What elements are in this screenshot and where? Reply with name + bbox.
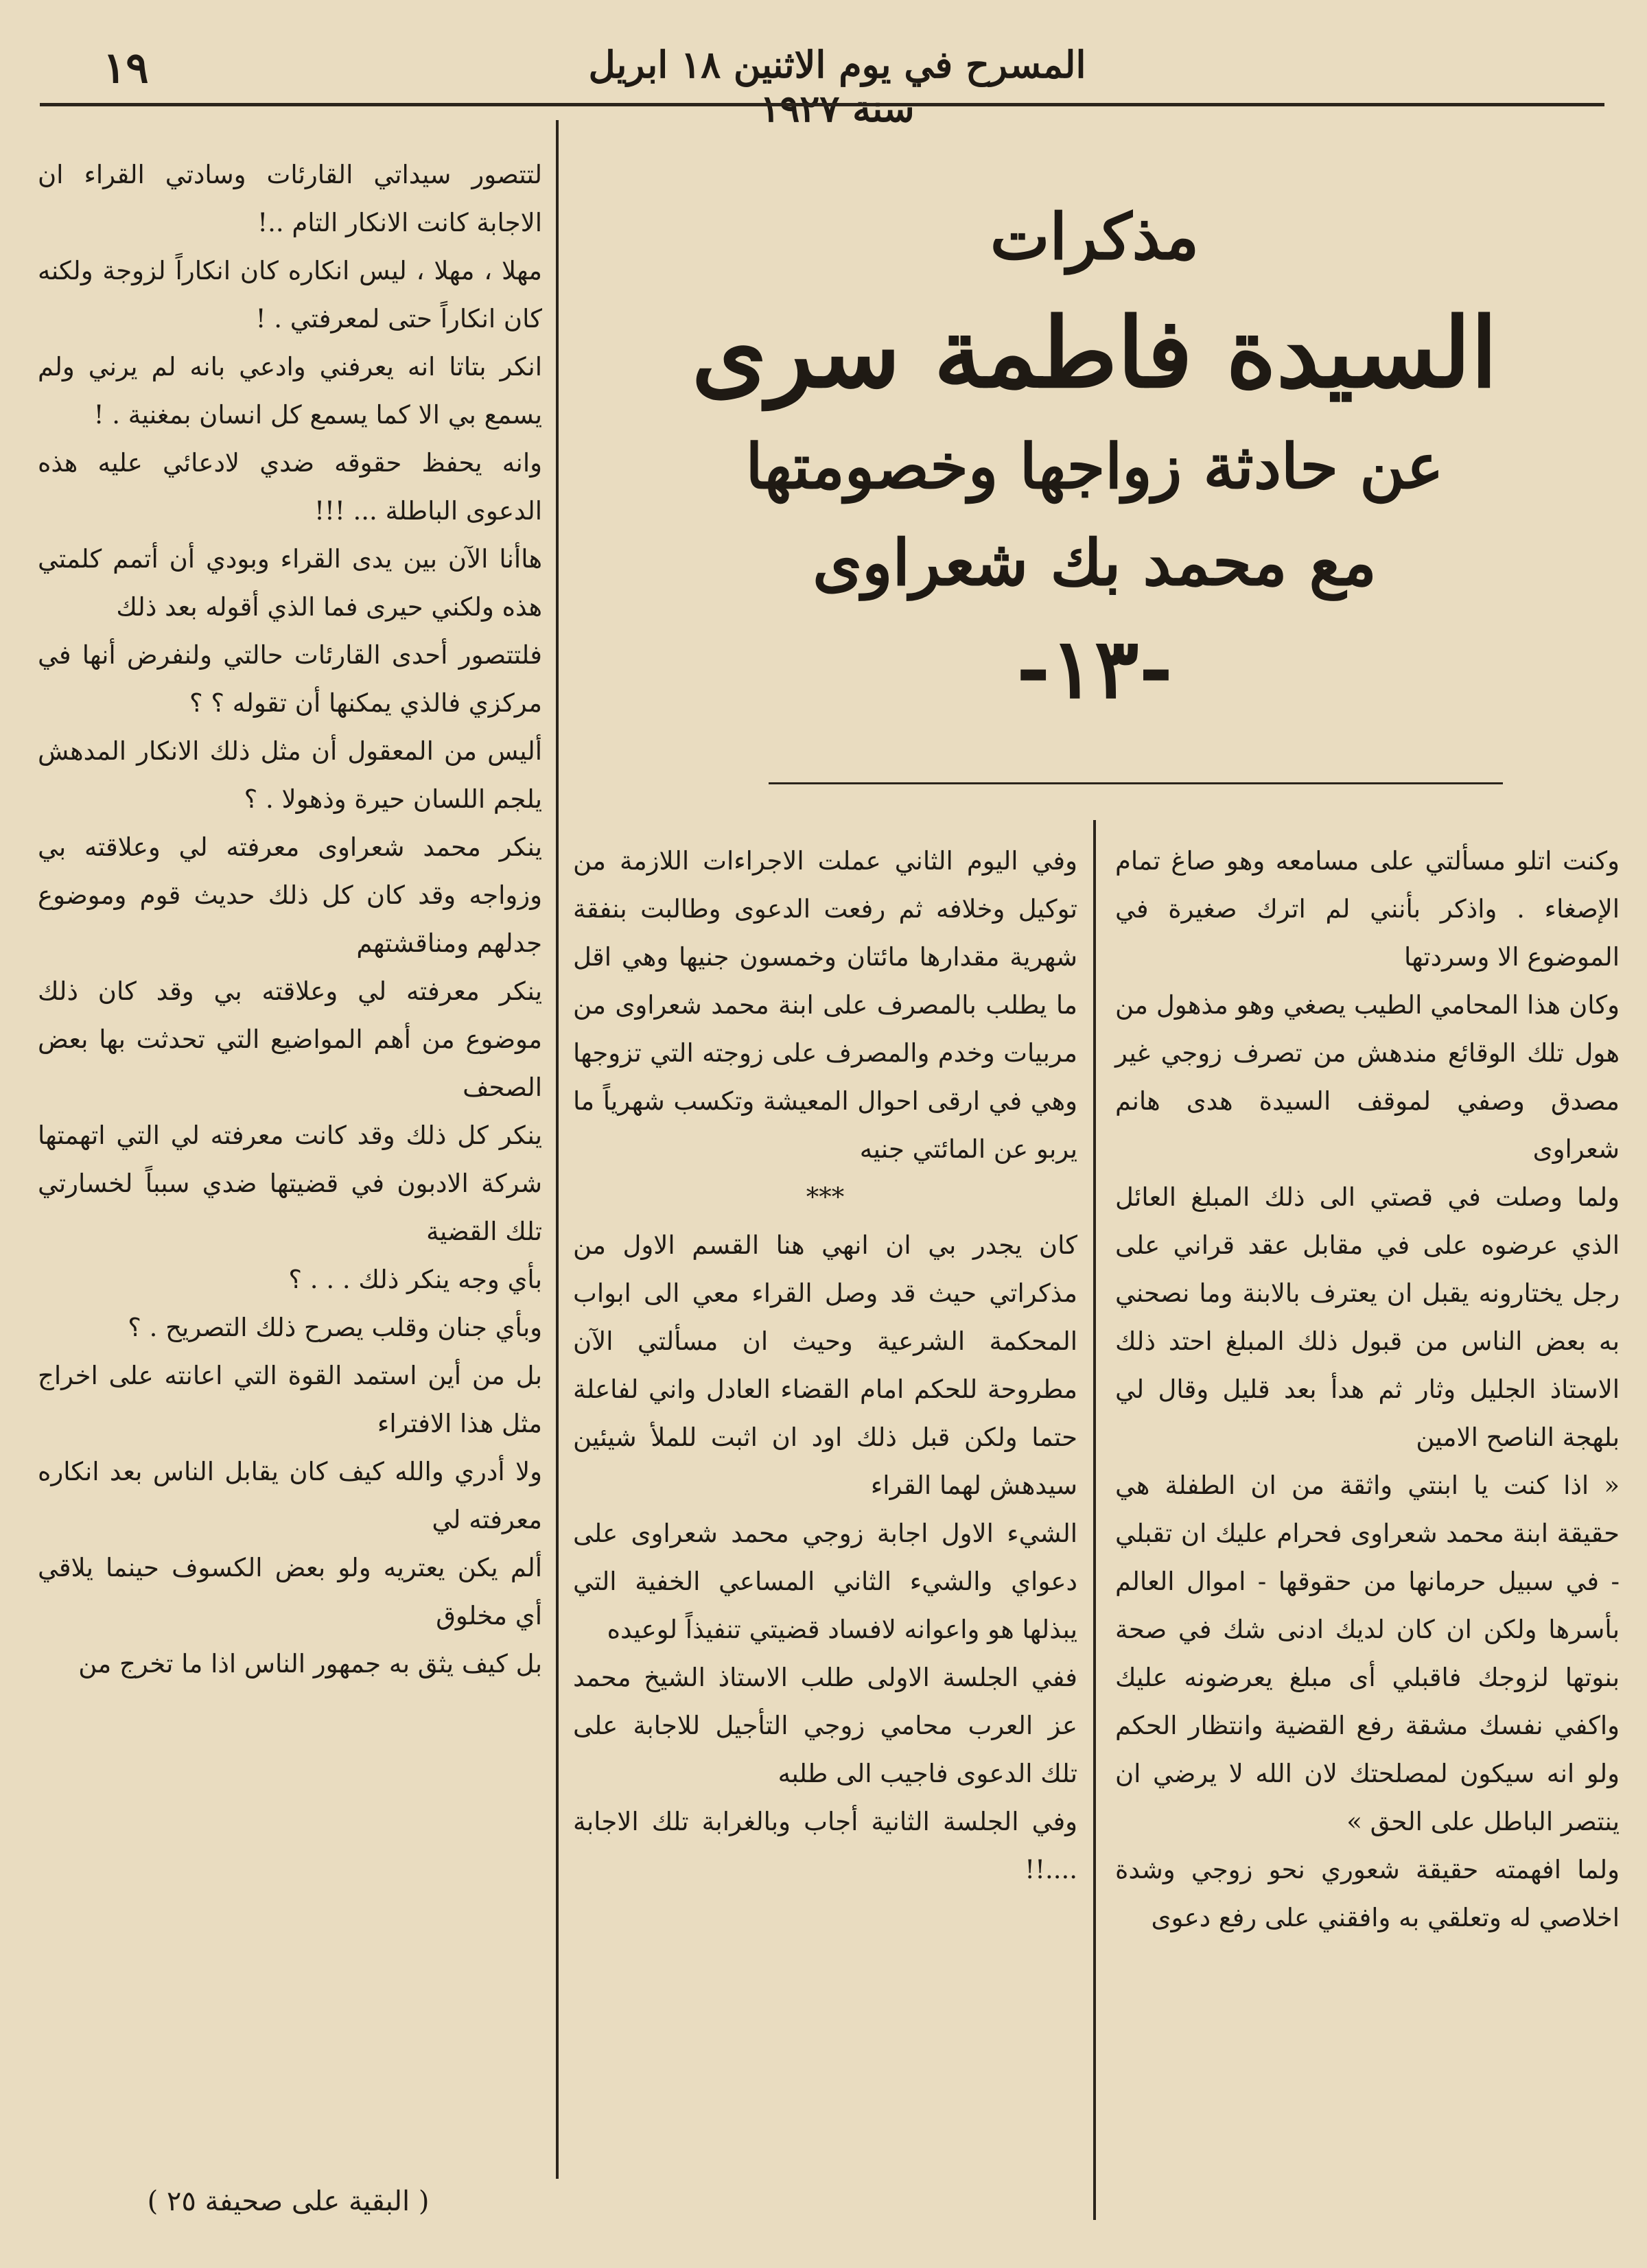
paragraph: وكنت اتلو مسألتي على مسامعه وهو صاغ تمام الإصغاء . واذكر بأنني لم اترك صغيرة في الموضوع الا وسردتها — [1115, 846, 1620, 972]
paragraph: وانه يحفظ حقوقه ضدي لادعائي عليه هذه الدعوى الباطلة ... !!! — [38, 448, 542, 526]
paragraph: بل كيف يثق به جمهور الناس اذا ما تخرج من — [78, 1649, 542, 1679]
paragraph: ينكر معرفته لي وعلاقته بي وقد كان ذلك موضوع من أهم المواضيع التي تحدثت بها بعض الصحف — [38, 977, 542, 1102]
paragraph: هاأنا الآن بين يدى القراء وبودي أن أتمم كلمتي هذه ولكني حيرى فما الذي أقوله بعد ذلك — [38, 544, 542, 622]
paragraph: ولما افهمته حقيقة شعوري نحو زوجي وشدة اخلاصي له وتعلقي به وافقني على رفع دعوى — [1115, 1855, 1620, 1932]
paragraph: ينكر كل ذلك وقد كانت معرفته لي التي اتهمتها شركة الادبون في قضيتها ضدي سبباً لخسارتي تلك القضية — [38, 1121, 542, 1246]
column-divider-middle — [1093, 820, 1096, 2220]
title-with: مع محمد بك شعراوى — [813, 526, 1377, 600]
running-header: المسرح في يوم الاثنين ١٨ ابريل سنة ١٩٢٧ — [588, 43, 1086, 130]
paragraph: بأي وجه ينكر ذلك . . . ؟ — [288, 1265, 542, 1294]
section-separator: *** — [806, 1182, 845, 1212]
paragraph: مهلا ، مهلا ، ليس انكاره كان انكاراً لزوجة ولكنه كان انكاراً حتى لمعرفتي . ! — [38, 256, 542, 334]
column-right — [1115, 837, 1620, 1942]
article-title-block — [570, 185, 1620, 721]
paragraph: وفي اليوم الثاني عملت الاجراءات اللازمة من توكيل وخلافه ثم رفعت الدعوى وطالبت بنفقة شهرية مقدارها مائتان وخمسون جنيها وهي اقل ما يطلب بالمصرف على ابنة محمد شعراوى من مربيات وخدم والمصرف على زوجته التي تزوجها وهي في ارقى احوال المعيشة وتكسب شهرياً ما يربو عن المائتي جنيه — [573, 846, 1077, 1164]
paragraph: وفي الجلسة الثانية أجاب وبالغرابة تلك الاجابة ....!! — [573, 1807, 1077, 1884]
paragraph: ولا أدري والله كيف كان يقابل الناس بعد انكاره معرفته لي — [38, 1457, 542, 1534]
paragraph: وكان هذا المحامي الطيب يصغي وهو مذهول من هول تلك الوقائع مندهش من تصرف زوجي غير مصدق وصفي لموقف السيدة هدى هانم شعراوى — [1115, 990, 1620, 1164]
page-number: ١٩ — [103, 43, 149, 93]
paragraph: ينكر محمد شعراوى معرفته لي وعلاقته بي وزواجه وقد كان كل ذلك حديث قوم وموضوع جدلهم ومناقشتهم — [38, 832, 542, 958]
header-rule — [40, 103, 1604, 106]
paragraph: « اذا كنت يا ابنتي واثقة من ان الطفلة هي حقيقة ابنة محمد شعراوى فحرام عليك ان تقبلي - في سبيل حرمانها من حقوقها - اموال العالم بأسرها ولكن ان كان لديك ادنى شك في صحة بنوتها لزوجك فاقبلي أى مبلغ يعرضونه عليك واكفي نفسك مشقة رفع القضية وانتظار الحكم ولو انه سيكون لمصلحتك لان الله لا يرضي ان ينتصر الباطل على الحق » — [1115, 1471, 1620, 1836]
paragraph: ففي الجلسة الاولى طلب الاستاذ الشيخ محمد عز العرب محامي زوجي التأجيل للاجابة على تلك الدعوى فاجيب الى طلبه — [573, 1663, 1077, 1788]
paragraph: فلتتصور أحدى القارئات حالتي ولنفرض أنها في مركزي فالذي يمكنها أن تقوله ؟ ؟ — [38, 640, 542, 718]
column-divider-left — [556, 120, 559, 2179]
paragraph: الشيء الاول اجابة زوجي محمد شعراوى على دعواي والشيء الثاني المساعي الخفية التي يبذلها هو واعوانه لافساد قضيتي تنفيذاً لوعيده — [573, 1519, 1077, 1644]
column-middle — [573, 837, 1077, 1894]
installment-number: -١٣- — [1016, 620, 1173, 717]
paragraph: لتتصور سيداتي القارئات وسادتي القراء ان الاجابة كانت الانكار التام ..! — [38, 160, 542, 237]
paragraph: ولما وصلت في قصتي الى ذلك المبلغ العائل الذي عرضوه على في مقابل عقد قراني على رجل يختارونه يقبل ان يعترف بالابنة وما نصحني به بعض الناس من قبول ذلك المبلغ احتد ذلك الاستاذ الجليل وثار ثم هدأ بعد قليل وقال لي بلهجة الناصح الامين — [1115, 1182, 1620, 1452]
paragraph: كان يجدر بي ان انهي هنا القسم الاول من مذكراتي حيث قد وصل القراء معي الى ابواب المحكمة الشرعية وحيث ان مسألتي الآن مطروحة للحكم امام القضاء العادل واني لفاعلة حتما ولكن قبل ذلك اود ان اثبت للملأ شيئين سيدهش لهما القراء — [573, 1230, 1077, 1500]
title-name: السيدة فاطمة سرى — [691, 297, 1498, 410]
paragraph: انكر بتاتا انه يعرفني وادعي بانه لم يرني ولم يسمع بي الا كما يسمع كل انسان بمغنية . ! — [38, 352, 542, 430]
title-memoirs: مذكرات — [990, 200, 1200, 274]
paragraph: بل من أين استمد القوة التي اعانته على اخراج مثل هذا الافتراء — [38, 1361, 542, 1438]
paragraph: أليس من المعقول أن مثل ذلك الانكار المدهش يلجم اللسان حيرة وذهولا . ؟ — [38, 736, 542, 814]
title-rule — [769, 782, 1503, 784]
column-left — [38, 151, 542, 1688]
title-subject: عن حادثة زواجها وخصومتها — [745, 430, 1444, 503]
paragraph: ألم يكن يعتريه ولو بعض الكسوف حينما يلاقي أي مخلوق — [38, 1553, 542, 1630]
continued-note: ( البقية على صحيفة ٢٥ ) — [147, 2186, 430, 2217]
paragraph: وبأي جنان وقلب يصرح ذلك التصريح . ؟ — [128, 1313, 542, 1342]
